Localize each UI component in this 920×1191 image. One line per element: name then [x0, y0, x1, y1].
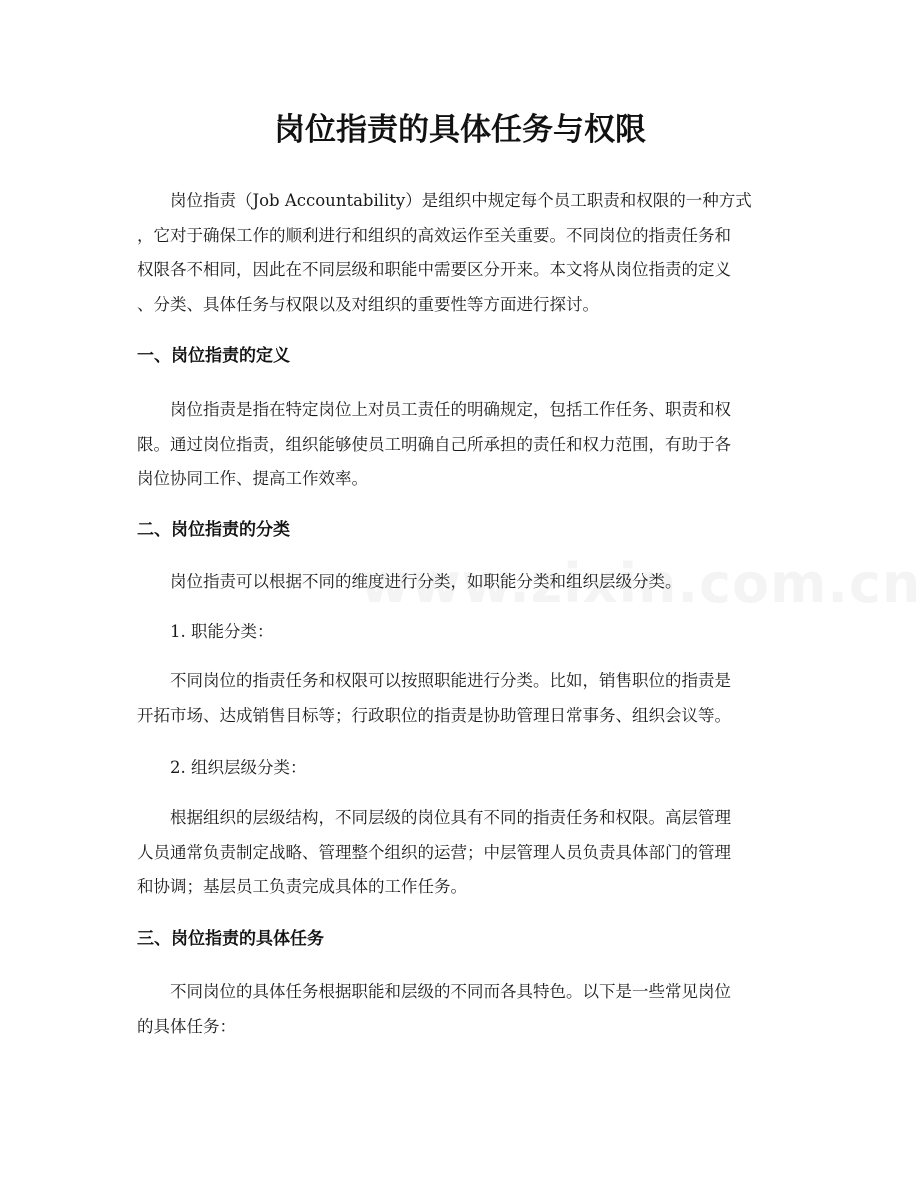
intro-paragraph [137, 184, 787, 322]
tasks-paragraph [137, 975, 787, 1044]
item-hierarchy-classification: 2. 组织层级分类： [170, 758, 307, 777]
item-functional-classification: 1. 职能分类： [170, 622, 274, 641]
paragraph-line: 人员通常负责制定战略、管理整个组织的运营；中层管理人员负责具体部门的管理 [137, 842, 731, 862]
document-title: 岗位指责的具体任务与权限 [274, 112, 646, 148]
paragraph-line: 权限各不相同，因此在不同层级和职能中需要区分开来。本文将从岗位指责的定义 [137, 260, 731, 279]
paragraph-line: 岗位指责（Job Accountability）是组织中规定每个员工职责和权限的一种方式 [170, 191, 752, 210]
paragraph-line: 的具体任务： [137, 1016, 236, 1036]
paragraph-line: 不同岗位的指责任务和权限可以按照职能进行分类。比如，销售职位的指责是 [170, 671, 731, 690]
paragraph-line: 岗位指责是指在特定岗位上对员工责任的明确规定，包括工作任务、职责和权 [170, 400, 731, 419]
paragraph-line: 和协调；基层员工负责完成具体的工作任务。 [137, 877, 467, 896]
paragraph-line: 岗位协同工作、提高工作效率。 [137, 469, 368, 488]
paragraph-line: ，它对于确保工作的顺利进行和组织的高效运作至关重要。不同岗位的指责任务和 [137, 225, 731, 245]
paragraph-line: 岗位指责可以根据不同的维度进行分类，如职能分类和组织层级分类。 [170, 572, 682, 591]
classification-intro-paragraph [137, 565, 787, 600]
paragraph-line: 不同岗位的具体任务根据职能和层级的不同而各具特色。以下是一些常见岗位 [170, 982, 731, 1001]
paragraph-line: 开拓市场、达成销售目标等；行政职位的指责是协助管理日常事务、组织会议等。 [137, 705, 731, 725]
section-heading-classification: 二、岗位指责的分类 [137, 520, 290, 540]
functional-classification-paragraph [137, 664, 787, 733]
section-heading-definition: 一、岗位指责的定义 [137, 346, 290, 366]
section-heading-tasks: 三、岗位指责的具体任务 [137, 929, 324, 949]
paragraph-line: 、分类、具体任务与权限以及对组织的重要性等方面进行探讨。 [137, 294, 599, 314]
paragraph-line: 限。通过岗位指责，组织能够使员工明确自己所承担的责任和权力范围，有助于各 [137, 434, 731, 454]
paragraph-line: 根据组织的层级结构，不同层级的岗位具有不同的指责任务和权限。高层管理 [170, 808, 731, 827]
definition-paragraph [137, 393, 787, 497]
hierarchy-classification-paragraph [137, 801, 787, 905]
